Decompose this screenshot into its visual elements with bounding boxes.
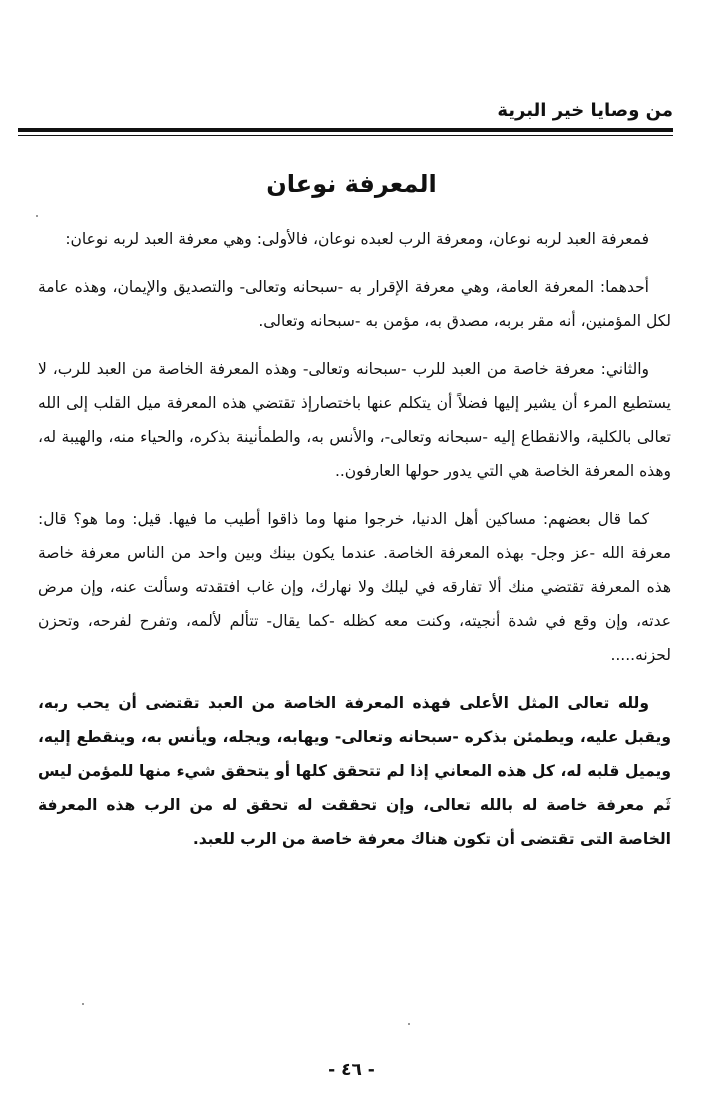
body-text	[38, 222, 671, 870]
running-header: من وصايا خير البرية	[497, 100, 673, 121]
paragraph-5: ولله تعالى المثل الأعلى فهذه المعرفة الخاصة من العبد تقتضى أن يحب ربه، ويقبل عليه، ويطمئن بذكره -سبحانه وتعالى- ويهابه، ويجله، ويأنس به، وينقطع إليه، ويميل قلبه له، كل هذه المعاني إذا لم تتحقق كلها أو يتحقق شيء منها للمؤمن ليس ثَم معرفة خاصة له بالله تعالى، وإن تحققت له تحقق له من الرب هذه المعرفة الخاصة التى تقتضى أن تكون هناك معرفة خاصة من الرب للعبد.	[38, 694, 671, 848]
scan-speck	[36, 215, 38, 217]
header-rule-thin	[18, 135, 673, 136]
section-title: المعرفة نوعان	[266, 170, 437, 198]
paragraph-1: فمعرفة العبد لربه نوعان، ومعرفة الرب لعبده نوعان، فالأولى: وهي معرفة العبد لربه نوعان:	[65, 230, 649, 248]
paragraph-3: والثاني: معرفة خاصة من العبد للرب -سبحانه وتعالى- وهذه المعرفة الخاصة من العبد للرب، لا يستطيع المرء أن يشير إليها فضلاً أن يتكلم عنها باختصارإذ تقتضي هذه المعرفة ميل القلب إلى الله تعالى بالكلية، والانقطاع إليه -سبحانه وتعالى-، والأنس به، والطمأنينة بذكره، والحياء منه، والهيبة له، وهذه المعرفة الخاصة هي التي يدور حولها العارفون..	[38, 360, 671, 480]
paragraph-4: كما قال بعضهم: مساكين أهل الدنيا، خرجوا منها وما ذاقوا أطيب ما فيها. قيل: وما هو؟ قال: معرفة الله -عز وجل- بهذه المعرفة الخاصة. عندما يكون بينك وبين واحد من الناس معرفة خاصة هذه المعرفة تقتضي منك ألا تفارقه في ليلك ولا نهارك، وإن غاب افتقدته وسألت عنه، وإن مرض عدته، وإن وقع في شدة أنجيته، وكنت معه كظله -كما يقال- تتألم لألمه، وتفرح لفرحه، وتحزن لحزنه.....	[38, 510, 671, 664]
paragraph-2: أحدهما: المعرفة العامة، وهي معرفة الإقرار به -سبحانه وتعالى- والتصديق والإيمان، وهذه عامة لكل المؤمنين، أنه مقر بربه، مصدق به، مؤمن به -سبحانه وتعالى.	[38, 278, 671, 330]
header-rule	[18, 128, 673, 132]
page-number: - ٤٦ -	[328, 1060, 375, 1080]
scan-speck	[82, 1003, 84, 1005]
scan-speck	[408, 1023, 410, 1025]
